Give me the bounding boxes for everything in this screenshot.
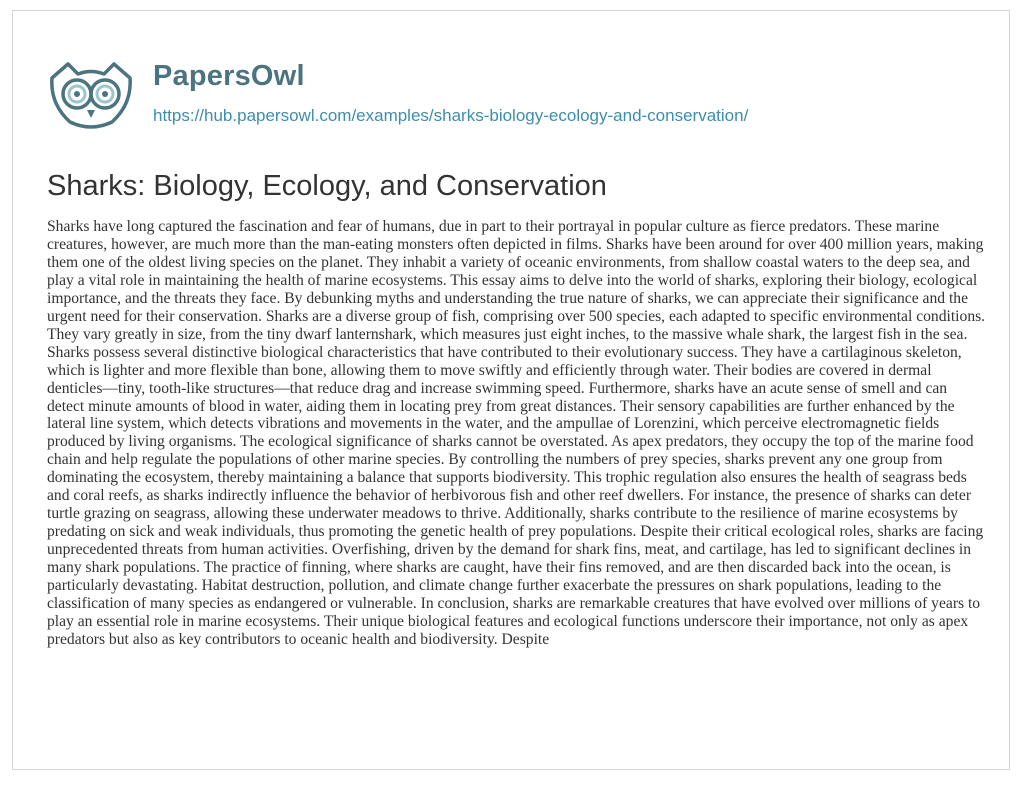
brand-name: PapersOwl: [153, 60, 305, 92]
brand-logo: [46, 60, 136, 130]
source-url-link[interactable]: https://hub.papersowl.com/examples/sharks-biology-ecology-and-conservation/: [153, 106, 749, 125]
owl-logo-icon: [46, 60, 136, 130]
document-title: Sharks: Biology, Ecology, and Conservation: [47, 170, 607, 202]
document-body: Sharks have long captured the fascination and fear of humans, due in part to their portrayal in popular culture as fierce predators. These marine creatures, however, are much more than the man-eating monsters often depicted in films. Sharks have been around for over 400 million years, making them one of the oldest living species on the planet. They inhabit a variety of oceanic environments, from shallow coastal waters to the deep sea, and play a vital role in maintaining the health of marine ecosystems. This essay aims to delve into the world of sharks, exploring their biology, ecological importance, and the threats they face. By debunking myths and understanding the true nature of sharks, we can appreciate their significance and the urgent need for their conservation. Sharks are a diverse group of fish, comprising over 500 species, each adapted to specific environmental conditions. They vary greatly in size, from the tiny dwarf lanternshark, which measures just eight inches, to the massive whale shark, the largest fish in the sea. Sharks possess several distinctive biological characteristics that have contributed to their evolutionary success. They have a cartilaginous skeleton, which is lighter and more flexible than bone, allowing them to move swiftly and efficiently through water. Their bodies are covered in dermal denticles—tiny, tooth-like structures—that reduce drag and increase swimming speed. Furthermore, sharks have an acute sense of smell and can detect minute amounts of blood in water, aiding them in locating prey from great distances. Their sensory capabilities are further enhanced by the lateral line system, which detects vibrations and movements in the water, and the ampullae of Lorenzini, which perceive electromagnetic fields produced by living organisms. The ecological significance of sharks cannot be overstated. As apex predators, they occupy the top of the marine food chain and help regulate the populations of other marine species. By controlling the numbers of prey species, sharks prevent any one group from dominating the ecosystem, thereby maintaining a balance that supports biodiversity. This trophic regulation also ensures the health of seagrass beds and coral reefs, as sharks indirectly influence the behavior of herbivorous fish and other reef dwellers. For instance, the presence of sharks can deter turtle grazing on seagrass, allowing these underwater meadows to thrive. Additionally, sharks contribute to the resilience of marine ecosystems by predating on sick and weak individuals, thus promoting the genetic health of prey populations. Despite their critical ecological roles, sharks are facing unprecedented threats from human activities. Overfishing, driven by the demand for shark fins, meat, and cartilage, has led to significant declines in many shark populations. The practice of finning, where sharks are caught, have their fins removed, and are then discarded back into the ocean, is particularly devastating. Habitat destruction, pollution, and climate change further exacerbate the pressures on shark populations, leading to the classification of many species as endangered or vulnerable. In conclusion, sharks are remarkable creatures that have evolved over millions of years to play an essential role in marine ecosystems. Their unique biological features and ecological functions underscore their importance, not only as apex predators but also as key contributors to oceanic health and biodiversity. Despite: [47, 218, 986, 648]
